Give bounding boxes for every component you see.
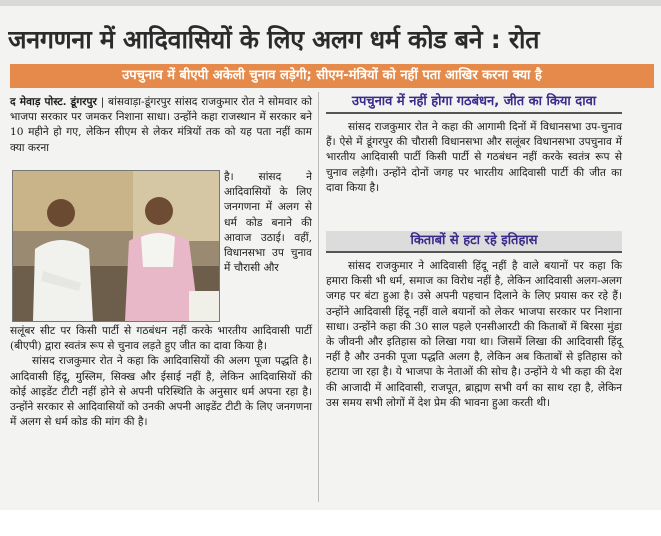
left-column-beside-photo — [224, 170, 312, 322]
left-column-lower — [10, 324, 312, 430]
beside-photo-text: है। सांसद ने आदिवासियों के लिए जनगणना में अलग से धर्म कोड बनाने की आवाज उठाई। वहीं, विधानसभा उप चुनाव में चौरासी और — [224, 171, 312, 275]
photo-illustration — [13, 171, 219, 321]
section-heading-alliance: उपचुनाव में नहीं होगा गठबंधन, जीत का किया दावा — [326, 92, 622, 114]
left-column-intro — [10, 95, 312, 156]
top-strip — [0, 0, 661, 6]
section-heading-history: किताबों से हटा रहे इतिहास — [326, 231, 622, 253]
intro-text: | बांसवाड़ा-डूंगरपुर सांसद राजकुमार रोत ने सोमवार को भाजपा सरकार पर जमकर निशाना साधा। उन्होंने कहा राजस्थान में सरकार बने 10 महीने हो गए, लेकिन सीएम से लेकर मंत्रियों तक को यह पता नहीं काम क्या करना — [10, 96, 312, 154]
news-photo — [12, 170, 220, 322]
column-divider — [318, 92, 319, 502]
section-text-alliance: सांसद राजकुमार रोत ने कहा की आगामी दिनों में विधानसभा उप-चुनाव हैं। ऐसे में डूंगरपुर की चौरासी विधानसभा और सलूंबर विधानसभा उपचुनाव में भारतीय आदिवासी पार्टी किसी पार्टी से गठबंधन नहीं करके स्वतंत्र रूप से चुनाव लड़ेगी। उन्होंने दोनों जगह पर भारतीय आदिवासी पार्टी की जीत का दावा किया है। — [326, 121, 622, 194]
section-text-history: सांसद राजकुमार ने आदिवासी हिंदू नहीं है वाले बयानों पर कहा कि हमारा किसी भी धर्म, समाज का विरोध नहीं है, लेकिन आदिवासी अलग-अलग जगह पर बंटा हुआ है। उसे अपनी पहचान दिलाने के लिए प्रयास कर रहे हैं। उन्होंने आदिवासी हिंदू नहीं वाले बयानों को लेकर भाजपा सरकार पर निशाना साधा। उन्होंने कहा की 30 साल पहले एनसीआरटी की किताबों में बिरसा मुंडा के जीवनी और इतिहास को लिखा गया था। जिसमें लिखा की आदिवासी हिंदू नहीं है और उनकी पूजा पद्धति अलग है, लेकिन अब किताबों से इतिहास को हटाया जा रहा है। ये भाजपा के नेताओं की सोच है। उन्होंने ये भी कहा की देश की आजादी में आदिवासी, राजपूत, ब्राह्मण सभी वर्ग का साथ रहा है, लेकिन उस समय सभी लोगों में देश प्रेम की भावना हुआ करती थी। — [326, 260, 622, 409]
dateline: द मेवाड़ पोस्ट. डूंगरपुर — [10, 96, 97, 108]
left-paragraph-2: सांसद राजकुमार रोत ने कहा कि आदिवासियों की अलग पूजा पद्धति है। आदिवासी हिंदू, मुस्लिम, सिक्ख और ईसाई नहीं है, लेकिन आदिवासियों की कोई आइडेंट टीटी नहीं होने से अपनी परिस्थिति के अनुसार धर्म अपना रहा है। उन्होंने सरकार से आदिवासियों को उनकी अपनी आइडेंट टीटी के लिए जनगणना में अलग से धर्म कोड की मांग की है। — [10, 355, 312, 429]
left-paragraph-1: सलूंबर सीट पर किसी पार्टी से गठबंधन नहीं करके भारतीय आदिवासी पार्टी (बीएपी) द्वारा स्वतंत्र रूप से चुनाव लड़ते हुए जीत का दावा किया है। — [10, 325, 312, 353]
subheadline-banner: उपचुनाव में बीएपी अकेली चुनाव लड़ेगी; सीएम-मंत्रियों को नहीं पता आखिर करना क्या है — [10, 64, 654, 88]
headline: जनगणना में आदिवासियों के लिए अलग धर्म कोड बने : रोत — [8, 25, 540, 54]
